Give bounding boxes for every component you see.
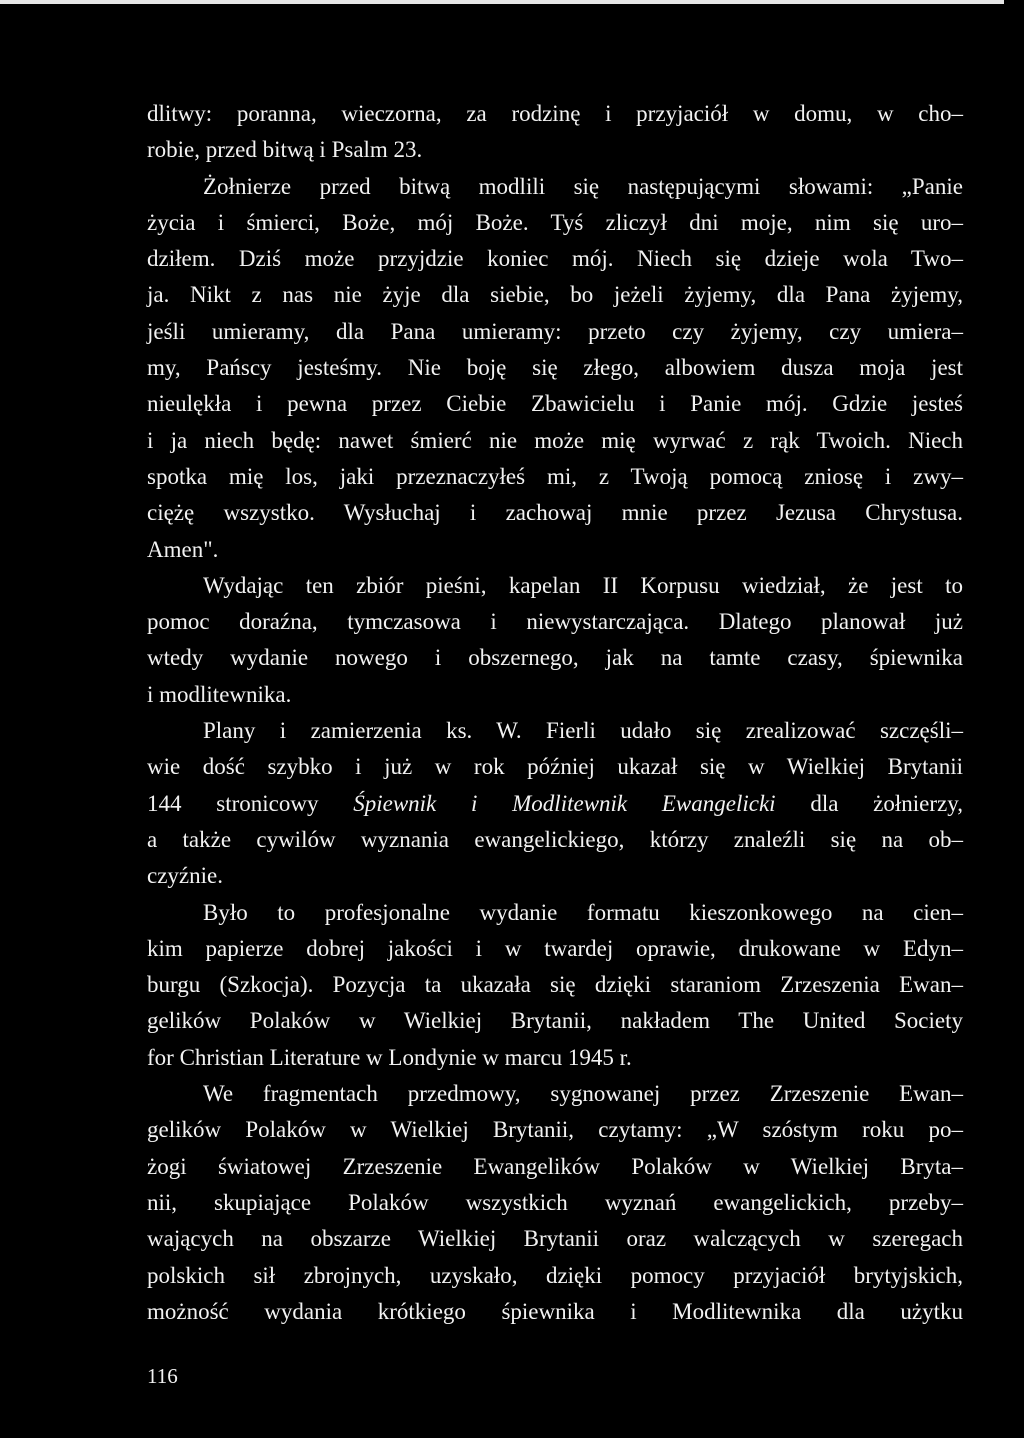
text-line: Wydając ten zbiór pieśni, kapelan II Korpusu wiedział, że jest to bbox=[203, 572, 963, 598]
text-line: my, Pańscy jesteśmy. Nie boję się złego, albowiem dusza moja jest bbox=[147, 355, 963, 381]
text-line: Plany i zamierzenia ks. W. Fierli udało się zrealizować szczęśli– bbox=[203, 718, 963, 744]
scan-top-edge bbox=[0, 0, 1004, 4]
text-line: czyźnie. bbox=[147, 863, 223, 889]
text-line: i ja niech będę: nawet śmierć nie może mię wyrwać z rąk Twoich. Niech bbox=[147, 427, 963, 453]
text-line: robie, przed bitwą i Psalm 23. bbox=[147, 137, 423, 163]
text-line: burgu (Szkocja). Pozycja ta ukazała się dzięki staraniom Zrzeszenia Ewan– bbox=[147, 972, 963, 998]
text-line: życia i śmierci, Boże, mój Boże. Tyś zliczył dni moje, nim się uro– bbox=[147, 209, 963, 235]
text-line: kim papierze dobrej jakości i w twardej oprawie, drukowane w Edyn– bbox=[147, 935, 963, 961]
text-line: nieulękła i pewna przez Ciebie Zbawicielu i Panie mój. Gdzie jesteś bbox=[147, 391, 963, 417]
page-body-text bbox=[147, 96, 963, 1330]
text-line: żogi światowej Zrzeszenie Ewangelików Polaków w Wielkiej Bryta– bbox=[147, 1153, 963, 1179]
text-line: a także cywilów wyznania ewangelickiego, którzy znaleźli się na ob– bbox=[147, 826, 963, 852]
text-segment: 144 stronicowy bbox=[147, 790, 354, 816]
text-line bbox=[147, 786, 963, 822]
text-segment: dla żołnierzy, bbox=[775, 790, 964, 816]
text-line: wtedy wydanie nowego i obszernego, jak na tamte czasy, śpiewnika bbox=[147, 645, 963, 671]
text-line: Żołnierze przed bitwą modlili się następującymi słowami: „Panie bbox=[203, 173, 963, 199]
text-line: Amen". bbox=[147, 536, 219, 562]
book-title-italic: Śpiewnik i Modlitewnik Ewangelicki bbox=[353, 790, 776, 816]
text-line: pomoc doraźna, tymczasowa i niewystarczająca. Dlatego planował już bbox=[147, 609, 963, 635]
text-line: dlitwy: poranna, wieczorna, za rodzinę i przyjaciół w domu, w cho– bbox=[147, 101, 963, 126]
text-line: ciężę wszystko. Wysłuchaj i zachowaj mnie przez Jezusa Chrystusa. bbox=[147, 500, 963, 526]
text-line: gelików Polaków w Wielkiej Brytanii, czytamy: „W szóstym roku po– bbox=[147, 1117, 963, 1143]
text-line: for Christian Literature w Londynie w marcu 1945 r. bbox=[147, 1044, 632, 1070]
text-line: spotka mię los, jaki przeznaczyłeś mi, z Twoją pomocą zniosę i zwy– bbox=[147, 463, 963, 489]
text-line: dziłem. Dziś może przyjdzie koniec mój. Niech się dzieje wola Two– bbox=[147, 246, 963, 272]
text-line: nii, skupiające Polaków wszystkich wyznań ewangelickich, przeby– bbox=[147, 1189, 963, 1215]
text-line: możność wydania krótkiego śpiewnika i Modlitewnika dla użytku bbox=[147, 1298, 963, 1324]
text-line: wających na obszarze Wielkiej Brytanii oraz walczących w szeregach bbox=[147, 1226, 963, 1252]
page-number: 116 bbox=[147, 1364, 178, 1388]
text-line: jeśli umieramy, dla Pana umieramy: przeto czy żyjemy, czy umiera– bbox=[147, 318, 963, 344]
text-line: gelików Polaków w Wielkiej Brytanii, nakładem The United Society bbox=[147, 1008, 963, 1034]
text-line: We fragmentach przedmowy, sygnowanej przez Zrzeszenie Ewan– bbox=[203, 1081, 963, 1107]
text-line: wie dość szybko i już w rok później ukazał się w Wielkiej Brytanii bbox=[147, 754, 963, 780]
text-line: i modlitewnika. bbox=[147, 681, 292, 707]
text-line: polskich sił zbrojnych, uzyskało, dzięki pomocy przyjaciół brytyjskich, bbox=[147, 1262, 963, 1288]
text-line: Było to profesjonalne wydanie formatu kieszonkowego na cien– bbox=[203, 899, 963, 925]
text-line: ja. Nikt z nas nie żyje dla siebie, bo jeżeli żyjemy, dla Pana żyjemy, bbox=[147, 282, 963, 308]
